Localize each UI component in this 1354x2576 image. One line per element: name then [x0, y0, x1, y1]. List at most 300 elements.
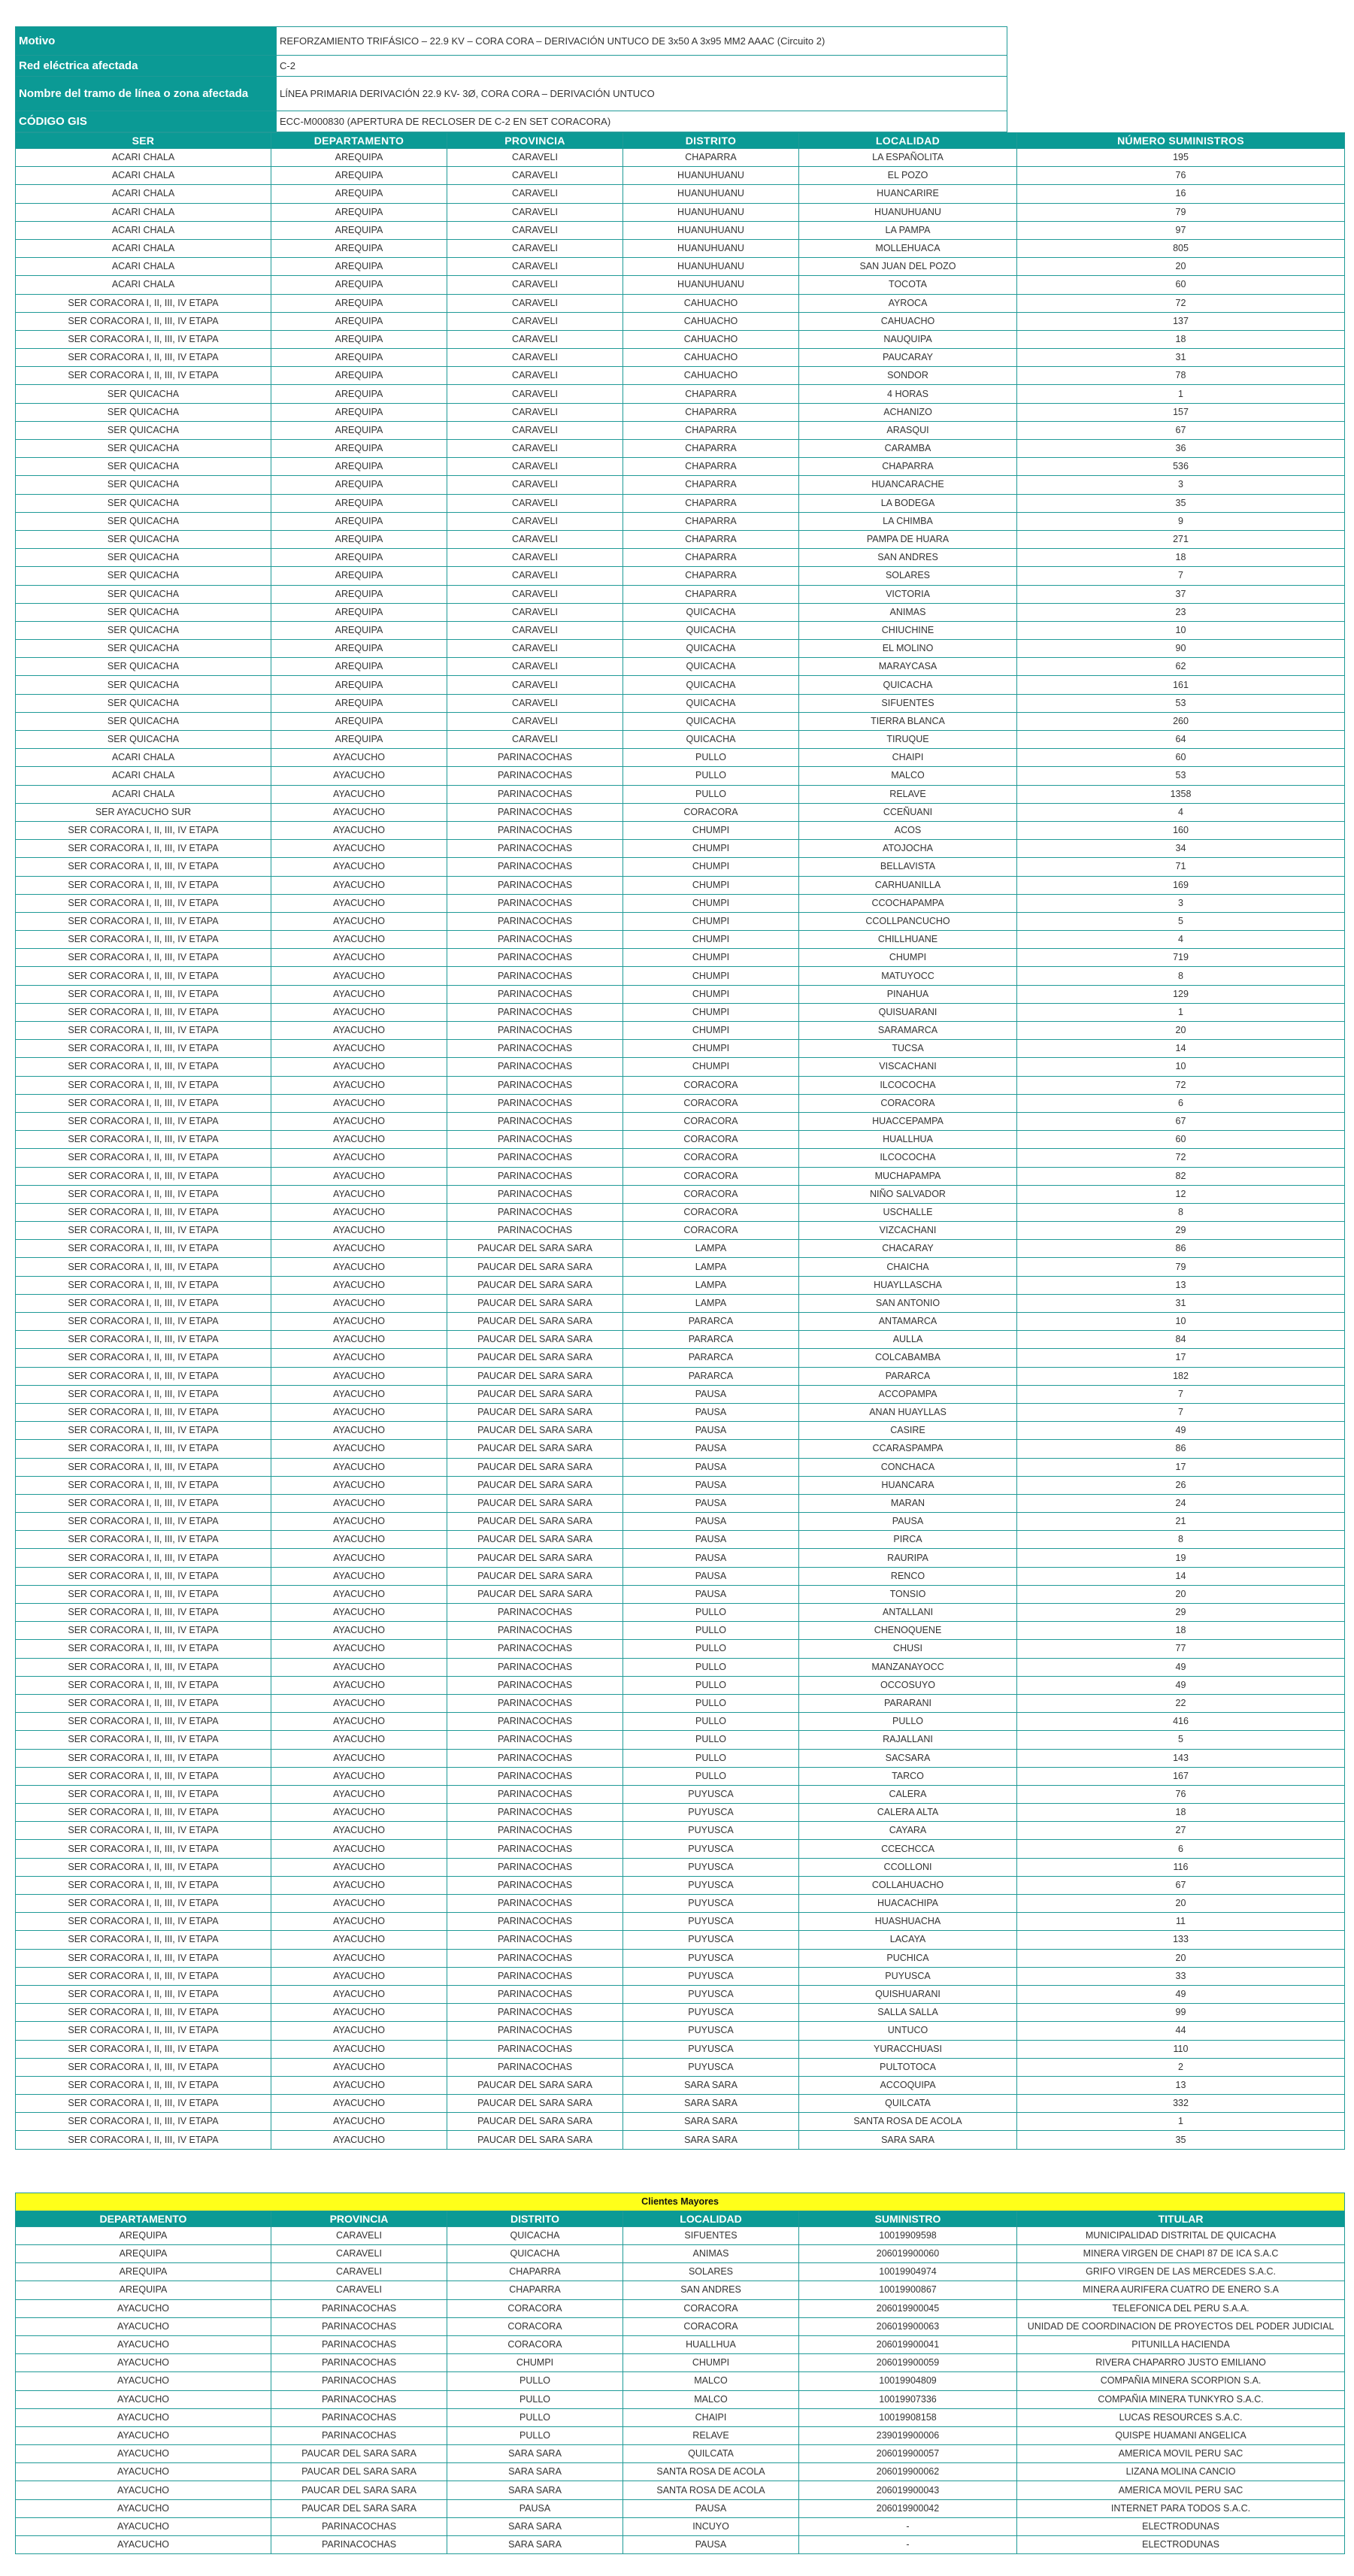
table-cell: AYACUCHO — [271, 1494, 447, 1512]
table-cell: PUCHICA — [799, 1949, 1017, 1967]
table-cell: LAMPA — [623, 1258, 799, 1276]
table-cell: PAUSA — [623, 1513, 799, 1531]
table-cell: AREQUIPA — [271, 494, 447, 512]
table-cell: CARAVELI — [447, 294, 623, 312]
table-cell: PULLO — [623, 1622, 799, 1640]
table-cell: CHAPARRA — [623, 385, 799, 403]
table-cell: CARAVELI — [447, 330, 623, 348]
table-cell: CALERA ALTA — [799, 1804, 1017, 1822]
table-cell: QUICACHA — [623, 731, 799, 749]
table-cell: AYACUCHO — [271, 912, 447, 930]
table-cell: CHUMPI — [623, 985, 799, 1003]
table-cell: CARAVELI — [447, 421, 623, 439]
table-cell: PAUSA — [623, 1440, 799, 1458]
table-row — [16, 1513, 1345, 1531]
table-cell: AYACUCHO — [271, 1149, 447, 1167]
table-cell: 206019900045 — [799, 2299, 1017, 2317]
table-cell: AYACUCHO — [271, 1658, 447, 1676]
table-cell: USCHALLE — [799, 1203, 1017, 1221]
table-cell: CHAPARRA — [447, 2281, 623, 2299]
table-cell: SARA SARA — [623, 2113, 799, 2131]
table-row — [16, 1804, 1345, 1822]
table-cell: CORACORA — [623, 2299, 799, 2317]
table-cell: AYACUCHO — [271, 785, 447, 803]
table-cell: SER CORACORA I, II, III, IV ETAPA — [16, 1858, 271, 1876]
table-cell: HUALLHUA — [623, 2335, 799, 2353]
table-row — [16, 2281, 1345, 2299]
table-row — [16, 2536, 1345, 2554]
table-cell: PARINACOCHAS — [271, 2317, 447, 2335]
table-cell: 19 — [1017, 1549, 1345, 1567]
table-cell: AYACUCHO — [271, 1422, 447, 1440]
table-row — [16, 2076, 1345, 2094]
table-cell: 8 — [1017, 1203, 1345, 1221]
table-cell: 3 — [1017, 476, 1345, 494]
table-cell: SER QUICACHA — [16, 640, 271, 658]
table-cell: AREQUIPA — [271, 530, 447, 548]
table-cell: RAJALLANI — [799, 1731, 1017, 1749]
table-cell: AYACUCHO — [271, 1585, 447, 1603]
table-cell: ACARI CHALA — [16, 149, 271, 167]
table-cell: PARINACOCHAS — [447, 1022, 623, 1040]
column-header: DEPARTAMENTO — [271, 133, 447, 149]
table-cell: SER CORACORA I, II, III, IV ETAPA — [16, 1785, 271, 1803]
table-cell: 31 — [1017, 1294, 1345, 1312]
table-cell: PAUCAR DEL SARA SARA — [447, 1385, 623, 1403]
table-cell: ACARI CHALA — [16, 203, 271, 221]
table-row — [16, 367, 1345, 385]
table-cell: CHUMPI — [623, 1003, 799, 1021]
table-cell: AREQUIPA — [16, 2245, 271, 2263]
table-cell: SER QUICACHA — [16, 494, 271, 512]
column-header: TITULAR — [1017, 2211, 1345, 2226]
table-cell: 24 — [1017, 1494, 1345, 1512]
table-cell: AYACUCHO — [271, 1003, 447, 1021]
table-cell: AYACUCHO — [16, 2517, 271, 2535]
table-row — [16, 2408, 1345, 2426]
table-cell: MINERA VIRGEN DE CHAPI 87 DE ICA S.A.C — [1017, 2245, 1345, 2263]
table-cell: AREQUIPA — [271, 185, 447, 203]
table-cell: HUACACHIPA — [799, 1895, 1017, 1913]
table-cell: AYACUCHO — [271, 1985, 447, 2003]
table-cell: AYROCA — [799, 294, 1017, 312]
table-cell: MATUYOCC — [799, 967, 1017, 985]
table-cell: AYACUCHO — [271, 1349, 447, 1367]
table-cell: PAUSA — [623, 1403, 799, 1421]
table-row — [16, 2372, 1345, 2390]
table-cell: SER CORACORA I, II, III, IV ETAPA — [16, 912, 271, 930]
table-cell: SOLARES — [623, 2263, 799, 2281]
table-cell: AYACUCHO — [271, 1403, 447, 1421]
table-cell: 143 — [1017, 1749, 1345, 1767]
table-cell: CHAIPI — [799, 749, 1017, 767]
table-cell: PULLO — [447, 2372, 623, 2390]
table-cell: SER CORACORA I, II, III, IV ETAPA — [16, 1258, 271, 1276]
table-cell: SER CORACORA I, II, III, IV ETAPA — [16, 1931, 271, 1949]
table-cell: SER CORACORA I, II, III, IV ETAPA — [16, 1094, 271, 1112]
table-cell: SER CORACORA I, II, III, IV ETAPA — [16, 1276, 271, 1294]
table-cell: PUYUSCA — [623, 1804, 799, 1822]
table-cell: CARAVELI — [447, 549, 623, 567]
table-cell: AYACUCHO — [271, 1913, 447, 1931]
table-cell: 44 — [1017, 2022, 1345, 2040]
table-cell: CCEÑUANI — [799, 803, 1017, 821]
table-cell: SER CORACORA I, II, III, IV ETAPA — [16, 1804, 271, 1822]
table-cell: AYACUCHO — [271, 1385, 447, 1403]
table-cell: PARINACOCHAS — [447, 1040, 623, 1058]
table-cell: SER CORACORA I, II, III, IV ETAPA — [16, 312, 271, 330]
table-header-row — [16, 133, 1345, 149]
table-row — [16, 840, 1345, 858]
table-cell: PARINACOCHAS — [447, 1076, 623, 1094]
table-cell: 10 — [1017, 1313, 1345, 1331]
table-row — [16, 2113, 1345, 2131]
table-cell: RELAVE — [799, 785, 1017, 803]
table-cell: CORACORA — [623, 1112, 799, 1130]
table-cell: PUYUSCA — [623, 1949, 799, 1967]
table-cell: PARINACOCHAS — [447, 949, 623, 967]
column-header: SUMINISTRO — [799, 2211, 1017, 2226]
table-cell: SER CORACORA I, II, III, IV ETAPA — [16, 1440, 271, 1458]
table-cell: HUANUHUANU — [623, 239, 799, 257]
table-cell: AREQUIPA — [271, 203, 447, 221]
table-cell: SER AYACUCHO SUR — [16, 803, 271, 821]
table-cell: AYACUCHO — [16, 2390, 271, 2408]
table-row — [16, 1949, 1345, 1967]
table-cell: AYACUCHO — [271, 1731, 447, 1749]
table-cell: SER CORACORA I, II, III, IV ETAPA — [16, 2131, 271, 2149]
table-cell: AREQUIPA — [271, 385, 447, 403]
table-row — [16, 2517, 1345, 2535]
table-cell: AREQUIPA — [271, 712, 447, 730]
table-cell: CHUMPI — [447, 2354, 623, 2372]
table-cell: PARINACOCHAS — [447, 803, 623, 821]
table-cell: AYACUCHO — [271, 1840, 447, 1858]
table-cell: PARINACOCHAS — [447, 2040, 623, 2058]
table-cell: QUICACHA — [623, 603, 799, 621]
table-cell: PARINACOCHAS — [447, 1676, 623, 1694]
table-cell: SER CORACORA I, II, III, IV ETAPA — [16, 2022, 271, 2040]
table-cell: PARINACOCHAS — [447, 1203, 623, 1221]
table-row — [16, 1931, 1345, 1949]
table-cell: 16 — [1017, 185, 1345, 203]
table-row — [16, 1112, 1345, 1130]
table-cell: SER CORACORA I, II, III, IV ETAPA — [16, 1003, 271, 1021]
table-cell: ILCOCOCHA — [799, 1076, 1017, 1094]
table-cell: PAUCAR DEL SARA SARA — [447, 1276, 623, 1294]
table-cell: AYACUCHO — [271, 858, 447, 876]
table-cell: SAN ANTONIO — [799, 1294, 1017, 1312]
table-cell: SER CORACORA I, II, III, IV ETAPA — [16, 1694, 271, 1712]
table-cell: 271 — [1017, 530, 1345, 548]
table-cell: AYACUCHO — [271, 1440, 447, 1458]
table-row — [16, 2463, 1345, 2481]
table-cell: COLLAHUACHO — [799, 1876, 1017, 1894]
table-row — [16, 2299, 1345, 2317]
table-row — [16, 658, 1345, 676]
table-cell: LAMPA — [623, 1294, 799, 1312]
table-row — [16, 2004, 1345, 2022]
table-cell: TELEFONICA DEL PERU S.A.A. — [1017, 2299, 1345, 2317]
table-cell: PAUCAR DEL SARA SARA — [447, 1367, 623, 1385]
table-row — [16, 1694, 1345, 1712]
table-cell: 157 — [1017, 403, 1345, 421]
table-cell: AYACUCHO — [271, 1949, 447, 1967]
table-row — [16, 221, 1345, 239]
table-cell: 26 — [1017, 1476, 1345, 1494]
table-cell: CHIUCHINE — [799, 621, 1017, 639]
table-row — [16, 312, 1345, 330]
table-cell: PARARCA — [623, 1313, 799, 1331]
table-cell: 11 — [1017, 1913, 1345, 1931]
table-cell: CHUMPI — [623, 840, 799, 858]
table-cell: SER QUICACHA — [16, 476, 271, 494]
table-row — [16, 949, 1345, 967]
table-cell: SER CORACORA I, II, III, IV ETAPA — [16, 1222, 271, 1240]
table-cell: AYACUCHO — [271, 1331, 447, 1349]
table-cell: CORACORA — [623, 1149, 799, 1167]
table-cell: MUNICIPALIDAD DISTRITAL DE QUICACHA — [1017, 2226, 1345, 2244]
table-cell: CHAPARRA — [623, 149, 799, 167]
table-cell: PAUCAR DEL SARA SARA — [447, 1440, 623, 1458]
table-cell: 206019900041 — [799, 2335, 1017, 2353]
table-cell: CHUMPI — [623, 1058, 799, 1076]
table-cell: PAUSA — [623, 1567, 799, 1585]
table-cell: QUICACHA — [447, 2226, 623, 2244]
table-cell: ANIMAS — [799, 603, 1017, 621]
table-cell: ANAN HUAYLLAS — [799, 1403, 1017, 1421]
table-row — [16, 167, 1345, 185]
table-cell: PITUNILLA HACIENDA — [1017, 2335, 1345, 2353]
table-cell: PARINACOCHAS — [447, 876, 623, 894]
table-cell: CORACORA — [447, 2335, 623, 2353]
table-cell: CHAIPI — [623, 2408, 799, 2426]
table-cell: SONDOR — [799, 367, 1017, 385]
table-row — [16, 1167, 1345, 1185]
table-cell: CARAVELI — [447, 712, 623, 730]
table-cell: CARAVELI — [447, 367, 623, 385]
table-cell: HUAYLLASCHA — [799, 1276, 1017, 1294]
table-cell: SARA SARA — [447, 2481, 623, 2499]
table-cell: PARINACOCHAS — [447, 1694, 623, 1712]
table-cell: 4 HORAS — [799, 385, 1017, 403]
table-cell: AYACUCHO — [271, 1458, 447, 1476]
table-cell: PARINACOCHAS — [447, 840, 623, 858]
table-cell: PUYUSCA — [623, 1785, 799, 1803]
table-cell: 7 — [1017, 1403, 1345, 1421]
table-cell: AREQUIPA — [16, 2226, 271, 2244]
table-cell: PARINACOCHAS — [447, 2022, 623, 2040]
table-cell: CORACORA — [623, 1222, 799, 1240]
table-row — [16, 1003, 1345, 1021]
table-cell: SER CORACORA I, II, III, IV ETAPA — [16, 294, 271, 312]
table-cell: PAUCAR DEL SARA SARA — [447, 1585, 623, 1603]
table-cell: 8 — [1017, 1531, 1345, 1549]
table-cell: CHAPARRA — [623, 421, 799, 439]
table-cell: 18 — [1017, 1804, 1345, 1822]
table-cell: AYACUCHO — [271, 1676, 447, 1694]
table-cell: 416 — [1017, 1713, 1345, 1731]
table-cell: SER CORACORA I, II, III, IV ETAPA — [16, 1422, 271, 1440]
table-row — [16, 585, 1345, 603]
table-cell: MARAYCASA — [799, 658, 1017, 676]
table-cell: PARINACOCHAS — [447, 1185, 623, 1203]
table-row — [16, 1622, 1345, 1640]
table-cell: OCCOSUYO — [799, 1676, 1017, 1694]
table-cell: SER CORACORA I, II, III, IV ETAPA — [16, 367, 271, 385]
column-header: LOCALIDAD — [623, 2211, 799, 2226]
table-cell: PAMPA DE HUARA — [799, 530, 1017, 548]
table-cell: CHAPARRA — [799, 458, 1017, 476]
table-cell: PUYUSCA — [623, 1876, 799, 1894]
table-cell: TUCSA — [799, 1040, 1017, 1058]
table-cell: PULLO — [623, 767, 799, 785]
table-row — [16, 1549, 1345, 1567]
table-cell: 7 — [1017, 567, 1345, 585]
table-row — [16, 494, 1345, 512]
table-cell: CARAVELI — [447, 731, 623, 749]
table-cell: EL MOLINO — [799, 640, 1017, 658]
table-cell: PAUSA — [623, 1549, 799, 1567]
table-cell: SER QUICACHA — [16, 385, 271, 403]
table-cell: PARINACOCHAS — [447, 912, 623, 930]
table-cell: PUYUSCA — [623, 1840, 799, 1858]
table-cell: AYACUCHO — [271, 2076, 447, 2094]
table-cell: PARINACOCHAS — [447, 894, 623, 912]
table-cell: PAUCAR DEL SARA SARA — [271, 2445, 447, 2463]
table-cell: AYACUCHO — [271, 1131, 447, 1149]
table-cell: AYACUCHO — [271, 1549, 447, 1567]
table-row — [16, 1731, 1345, 1749]
table-cell: 53 — [1017, 767, 1345, 785]
table-cell: PARINACOCHAS — [271, 2536, 447, 2554]
table-cell: SER QUICACHA — [16, 731, 271, 749]
table-cell: SOLARES — [799, 567, 1017, 585]
table-cell: SER CORACORA I, II, III, IV ETAPA — [16, 1313, 271, 1331]
table-cell: AYACUCHO — [271, 1749, 447, 1767]
table-cell: SER CORACORA I, II, III, IV ETAPA — [16, 1604, 271, 1622]
table-cell: NAUQUIPA — [799, 330, 1017, 348]
table-row — [16, 149, 1345, 167]
table-row — [16, 2317, 1345, 2335]
table-cell: LA ESPAÑOLITA — [799, 149, 1017, 167]
table-cell: SER CORACORA I, II, III, IV ETAPA — [16, 985, 271, 1003]
table-cell: 18 — [1017, 549, 1345, 567]
table-cell: PULTOTOCA — [799, 2058, 1017, 2076]
table-cell: PARINACOCHAS — [271, 2354, 447, 2372]
table-cell: SER CORACORA I, II, III, IV ETAPA — [16, 1185, 271, 1203]
table-row — [16, 530, 1345, 548]
table-cell: PUYUSCA — [623, 2058, 799, 2076]
table-row — [16, 1276, 1345, 1294]
table-row — [16, 1767, 1345, 1785]
table-cell: CARAMBA — [799, 440, 1017, 458]
table-cell: AYACUCHO — [271, 1313, 447, 1331]
table-cell: 60 — [1017, 1131, 1345, 1149]
table-cell: AYACUCHO — [271, 1822, 447, 1840]
table-cell: 206019900043 — [799, 2481, 1017, 2499]
table-cell: PARINACOCHAS — [447, 1112, 623, 1130]
table-cell: SER CORACORA I, II, III, IV ETAPA — [16, 1149, 271, 1167]
table-cell: 84 — [1017, 1331, 1345, 1349]
table-cell: PARINACOCHAS — [447, 1985, 623, 2003]
table-cell: HUANUHUANU — [799, 203, 1017, 221]
table-cell: PULLO — [623, 1658, 799, 1676]
table-cell: PAUCAR DEL SARA SARA — [447, 2113, 623, 2131]
table-cell: SACSARA — [799, 1749, 1017, 1767]
table-cell: PARINACOCHAS — [447, 1858, 623, 1876]
table-cell: 239019900006 — [799, 2426, 1017, 2444]
table-cell: COLCABAMBA — [799, 1349, 1017, 1367]
table-cell: SER CORACORA I, II, III, IV ETAPA — [16, 1294, 271, 1312]
table-cell: SAN ANDRES — [623, 2281, 799, 2299]
table-cell: CCARASPAMPA — [799, 1440, 1017, 1458]
table-cell: CARAVELI — [447, 512, 623, 530]
table-cell: MALCO — [623, 2372, 799, 2390]
table-cell: PARINACOCHAS — [447, 1640, 623, 1658]
table-cell: PARINACOCHAS — [447, 985, 623, 1003]
table-cell: PUYUSCA — [799, 1967, 1017, 1985]
table-cell: PARINACOCHAS — [447, 1913, 623, 1931]
table-row — [16, 294, 1345, 312]
table-cell: CARAVELI — [447, 167, 623, 185]
table-row — [16, 1040, 1345, 1058]
table-cell: HUANUHUANU — [623, 185, 799, 203]
table-cell: CHAPARRA — [623, 440, 799, 458]
table-cell: 206019900060 — [799, 2245, 1017, 2263]
table-cell: PAUCAR DEL SARA SARA — [447, 1476, 623, 1494]
table-cell: AREQUIPA — [16, 2263, 271, 2281]
table-cell: MALCO — [799, 767, 1017, 785]
table-cell: PAUSA — [623, 1422, 799, 1440]
table-cell: PARINACOCHAS — [447, 1658, 623, 1676]
table-cell: CHUMPI — [623, 912, 799, 930]
table-cell: PAUSA — [623, 2499, 799, 2517]
table-cell: 10019908158 — [799, 2408, 1017, 2426]
table-row — [16, 1349, 1345, 1367]
table-row — [16, 2426, 1345, 2444]
table-row — [16, 2354, 1345, 2372]
table-cell: SER CORACORA I, II, III, IV ETAPA — [16, 821, 271, 839]
table-cell: SER QUICACHA — [16, 512, 271, 530]
table-cell: CORACORA — [623, 2317, 799, 2335]
table-cell: AYACUCHO — [271, 2095, 447, 2113]
table-cell: 33 — [1017, 1967, 1345, 1985]
info-value: ECC-M000830 (APERTURA DE RECLOSER DE C-2 EN SET CORACORA) — [277, 111, 1007, 132]
table-cell: ATOJOCHA — [799, 840, 1017, 858]
table-cell: SER CORACORA I, II, III, IV ETAPA — [16, 1949, 271, 1967]
table-cell: AYACUCHO — [271, 1022, 447, 1040]
table-cell: AYACUCHO — [271, 1076, 447, 1094]
table-cell: 60 — [1017, 276, 1345, 294]
table-cell: PAUCAR DEL SARA SARA — [447, 2076, 623, 2094]
table-cell: MALCO — [623, 2390, 799, 2408]
table-cell: SER CORACORA I, II, III, IV ETAPA — [16, 1913, 271, 1931]
table-cell: CORACORA — [447, 2299, 623, 2317]
table-cell: CAHUACHO — [623, 367, 799, 385]
table-cell: CHAPARRA — [623, 494, 799, 512]
table-row — [16, 1203, 1345, 1221]
table-row — [16, 549, 1345, 567]
table-cell: SER CORACORA I, II, III, IV ETAPA — [16, 2076, 271, 2094]
table-cell: QUICACHA — [623, 640, 799, 658]
table-cell: AYACUCHO — [271, 1094, 447, 1112]
table-cell: CHUMPI — [623, 949, 799, 967]
table-cell: BELLAVISTA — [799, 858, 1017, 876]
table-cell: PARINACOCHAS — [271, 2390, 447, 2408]
table-cell: AMERICA MOVIL PERU SAC — [1017, 2481, 1345, 2499]
table-cell: CHILLHUANE — [799, 931, 1017, 949]
